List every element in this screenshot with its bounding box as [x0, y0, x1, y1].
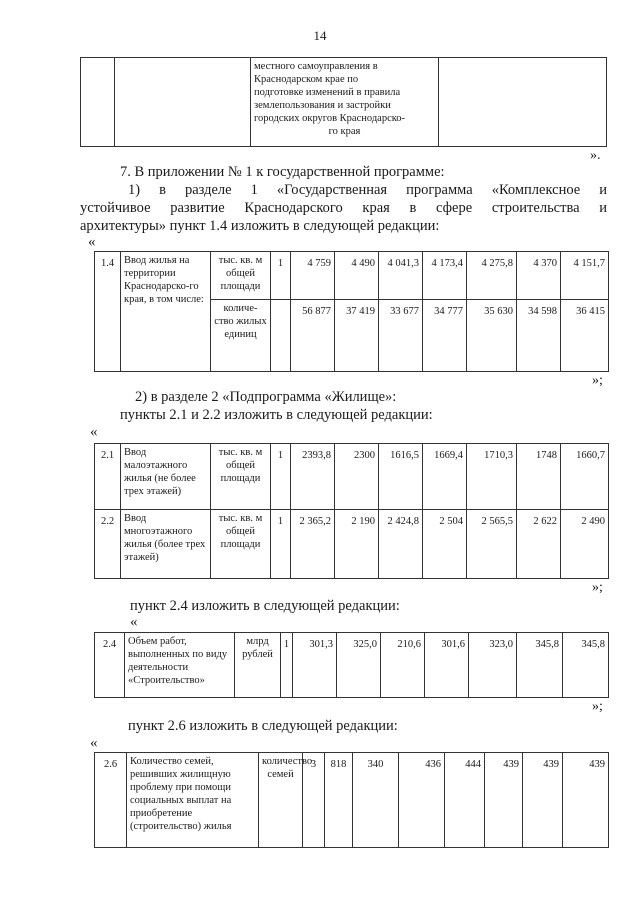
value-cell: 210,6 — [381, 633, 425, 698]
paragraph-2-6: пункт 2.6 изложить в следующей редакции: — [128, 718, 398, 734]
value-cell: 2 622 — [517, 510, 561, 579]
item-number: 1.4 — [95, 252, 121, 372]
value-cell: 436 — [399, 753, 445, 848]
value-cell: 2300 — [335, 444, 379, 510]
index-cell: 1 — [271, 252, 291, 300]
value-cell: 2 565,5 — [467, 510, 517, 579]
closing-quote: ». — [590, 148, 601, 163]
value-cell: 818 — [325, 753, 353, 848]
value-cell: 2393,8 — [291, 444, 335, 510]
value-cell: 33 677 — [379, 300, 423, 372]
continuation-table — [80, 57, 607, 147]
unit-cell: млрд рублей — [235, 633, 281, 698]
paragraph-2-4: пункт 2.4 изложить в следующей редакции: — [130, 598, 400, 614]
value-cell: 35 630 — [467, 300, 517, 372]
table-2-4 — [94, 632, 609, 698]
item-name: Ввод многоэтажного жилья (более трех этажей) — [121, 510, 211, 579]
value-cell: 444 — [445, 753, 485, 848]
value-cell: 4 370 — [517, 252, 561, 300]
page-number: 14 — [313, 28, 327, 43]
value-cell: 4 041,3 — [379, 252, 423, 300]
text-line: го края — [328, 126, 361, 137]
item-number: 2.6 — [95, 753, 127, 848]
index-cell — [271, 300, 291, 372]
item-number: 2.4 — [95, 633, 125, 698]
opening-quote: « — [130, 614, 138, 630]
value-cell: 345,8 — [563, 633, 609, 698]
unit-cell: тыс. кв. м общей площади — [211, 444, 271, 510]
value-cell: 1660,7 — [561, 444, 609, 510]
closing-quote: »; — [592, 699, 603, 714]
paragraph-2-line-2: пункты 2.1 и 2.2 изложить в следующей редакции: — [120, 407, 433, 423]
text-line: землепользования и застройки — [254, 100, 391, 111]
index-cell: 1 — [271, 444, 291, 510]
value-cell: 4 759 — [291, 252, 335, 300]
value-cell: 1669,4 — [423, 444, 467, 510]
value-cell: 439 — [485, 753, 523, 848]
value-cell: 56 877 — [291, 300, 335, 372]
value-cell: 2 365,2 — [291, 510, 335, 579]
table-1-4 — [94, 251, 609, 372]
value-cell: 301,3 — [293, 633, 337, 698]
table-2-1-2-2 — [94, 443, 609, 579]
paragraph-7-line-2: устойчивое развитие Краснодарского края в сфере строительства и — [80, 200, 607, 216]
value-cell: 323,0 — [469, 633, 517, 698]
paragraph-7-line-3: архитектуры» пункт 1.4 изложить в следующей редакции: — [80, 218, 440, 234]
text-line: городских округов Краснодарско- — [254, 113, 406, 124]
index-cell: 1 — [271, 510, 291, 579]
value-cell: 4 151,7 — [561, 252, 609, 300]
table-2-6 — [94, 752, 609, 848]
index-cell: 3 — [303, 753, 325, 848]
value-cell: 4 275,8 — [467, 252, 517, 300]
value-cell: 2 190 — [335, 510, 379, 579]
value-cell: 2 504 — [423, 510, 467, 579]
value-cell: 4 173,4 — [423, 252, 467, 300]
value-cell: 439 — [523, 753, 563, 848]
value-cell: 340 — [353, 753, 399, 848]
paragraph-2-line-1: 2) в разделе 2 «Подпрограмма «Жилище»: — [135, 389, 397, 405]
item-name: Объем работ, выполненных по виду деятельности «Строительство» — [125, 633, 235, 698]
value-cell: 1748 — [517, 444, 561, 510]
item-number: 2.2 — [95, 510, 121, 579]
value-cell: 36 415 — [561, 300, 609, 372]
value-cell: 34 598 — [517, 300, 561, 372]
value-cell: 2 490 — [561, 510, 609, 579]
opening-quote: « — [90, 735, 98, 751]
value-cell: 345,8 — [517, 633, 563, 698]
unit-cell: количе-ство жилых единиц — [211, 300, 271, 372]
closing-quote: »; — [592, 373, 603, 388]
value-cell: 439 — [563, 753, 609, 848]
text-line: Краснодарском крае по — [254, 74, 359, 85]
paragraph-7-line-1: 1) в разделе 1 «Государственная программа «Комплексное и — [128, 182, 607, 198]
value-cell: 325,0 — [337, 633, 381, 698]
value-cell: 34 777 — [423, 300, 467, 372]
unit-cell: количество семей — [259, 753, 303, 848]
value-cell: 301,6 — [425, 633, 469, 698]
opening-quote: « — [90, 424, 98, 440]
unit-cell: тыс. кв. м общей площади — [211, 510, 271, 579]
value-cell: 4 490 — [335, 252, 379, 300]
closing-quote: »; — [592, 580, 603, 595]
value-cell: 2 424,8 — [379, 510, 423, 579]
paragraph-7: 7. В приложении № 1 к государственной программе: — [120, 164, 445, 180]
opening-quote: « — [88, 234, 96, 250]
text-line: местного самоуправления в — [254, 61, 378, 72]
item-name: Ввод малоэтажного жилья (не более трех этажей) — [121, 444, 211, 510]
item-number: 2.1 — [95, 444, 121, 510]
item-name: Количество семей, решивших жилищную проблему при помощи социальных выплат на приобретение (строительство) жилья — [127, 753, 259, 848]
value-cell: 37 419 — [335, 300, 379, 372]
continuation-text — [251, 58, 439, 147]
value-cell: 1710,3 — [467, 444, 517, 510]
value-cell: 1616,5 — [379, 444, 423, 510]
index-cell: 1 — [281, 633, 293, 698]
item-name: Ввод жилья на территории Краснодарско-го края, в том числе: — [121, 252, 211, 372]
unit-cell: тыс. кв. м общей площади — [211, 252, 271, 300]
text-line: подготовке изменений в правила — [254, 87, 401, 98]
